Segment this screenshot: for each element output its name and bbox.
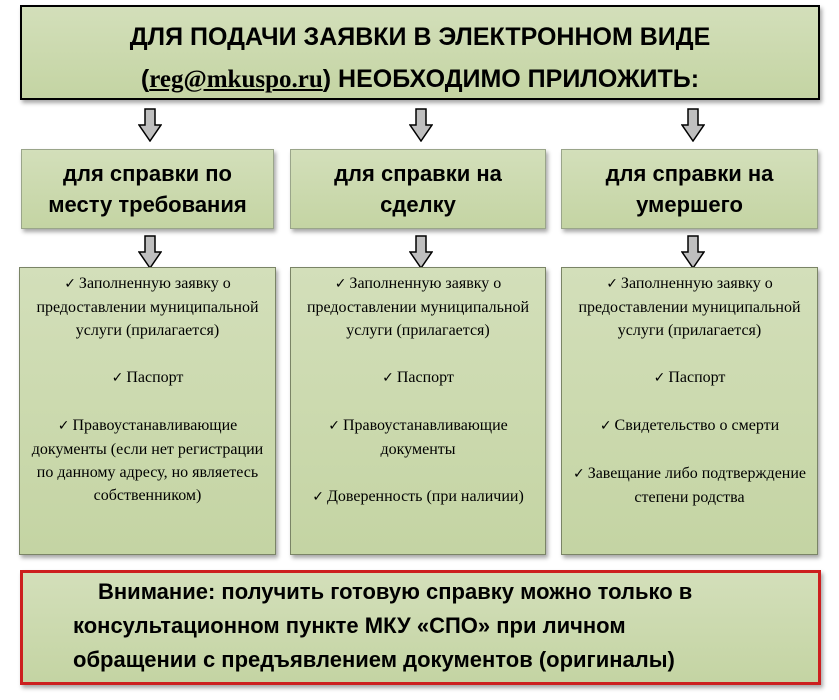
list-item: ✓ Правоустанавливающие документы (если нет регистрации по данному адресу, но являетесь собственником) [31, 417, 264, 504]
notice-line-1: Внимание: получить готовую справку можно только в [98, 579, 693, 604]
notice-box [20, 570, 821, 685]
header-title: ДЛЯ ПОДАЧИ ЗАЯВКИ В ЭЛЕКТРОННОМ ВИДЕ [129, 23, 711, 51]
notice-line-3: обращении с предъявлением документов (оригиналы) [73, 647, 675, 672]
checkmark-icon: ✓ [599, 418, 612, 434]
list-item: ✓ Свидетельство о смерти [599, 417, 780, 434]
down-arrow-icon [681, 235, 705, 269]
notice-line-2: консультационном пункте МКУ «СПО» при личном [73, 613, 626, 638]
down-arrow-icon [138, 235, 162, 269]
document-list-1 [19, 267, 276, 555]
category-box-3 [561, 149, 818, 229]
email-link[interactable]: reg@mkuspo.ru [149, 66, 323, 93]
checkmark-icon: ✓ [111, 370, 124, 386]
header-subtitle: (reg@mkuspo.ru) НЕОБХОДИМО ПРИЛОЖИТЬ: [140, 65, 700, 93]
category-box-2 [290, 149, 546, 229]
list-item: ✓ Заполненную заявку о предоставлении муниципальной услуги (прилагается) [578, 275, 801, 339]
header-subtitle-text: НЕОБХОДИМО ПРИЛОЖИТЬ: [331, 65, 700, 93]
list-item: ✓ Завещание либо подтверждение степени родства [572, 465, 807, 506]
header-box [20, 5, 820, 100]
list-item: ✓ Правоустанавливающие документы [328, 417, 508, 458]
checkmark-icon: ✓ [606, 276, 618, 292]
list-item: ✓ Паспорт [653, 369, 726, 386]
checkmark-icon: ✓ [572, 466, 585, 482]
list-item: ✓ Доверенность (при наличии) [312, 488, 524, 505]
category-title: для справки на умершего [605, 161, 774, 217]
category-title: для справки по месту требования [48, 161, 247, 217]
down-arrow-icon [138, 108, 162, 142]
checkmark-icon: ✓ [334, 276, 347, 292]
category-title: для справки на сделку [334, 161, 502, 217]
checkmark-icon: ✓ [653, 370, 666, 386]
category-box-1 [21, 149, 274, 229]
checkmark-icon: ✓ [328, 418, 340, 434]
list-item: ✓ Паспорт [382, 369, 454, 386]
document-list-3 [561, 267, 818, 555]
down-arrow-icon [681, 108, 705, 142]
down-arrow-icon [409, 235, 433, 269]
checkmark-icon: ✓ [64, 276, 76, 292]
checkmark-icon: ✓ [382, 370, 394, 386]
document-list-2 [290, 267, 546, 555]
list-item: ✓ Заполненную заявку о предоставлении муниципальной услуги (прилагается) [306, 275, 530, 339]
down-arrow-icon [409, 108, 433, 142]
list-item: ✓ Паспорт [111, 369, 184, 386]
list-item: ✓ Заполненную заявку о предоставлении муниципальной услуги (прилагается) [36, 275, 259, 339]
checkmark-icon: ✓ [312, 489, 324, 505]
checkmark-icon: ✓ [57, 418, 70, 434]
